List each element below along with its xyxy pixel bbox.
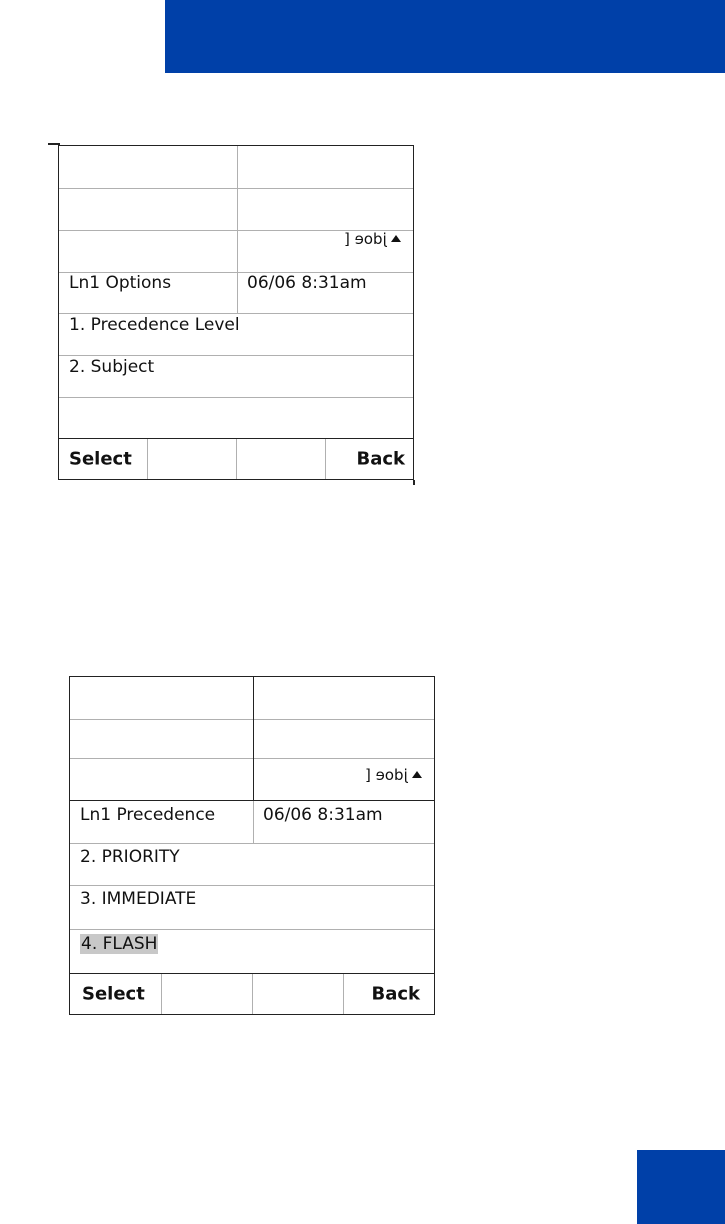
softkey-2[interactable] (162, 974, 253, 1014)
softkey-label: Select (82, 983, 145, 1005)
softkey-2[interactable] (148, 439, 237, 479)
scroll-up-icon (412, 771, 422, 778)
softkey-label: Back (371, 983, 420, 1005)
column-divider (253, 677, 254, 801)
user-label (344, 230, 401, 248)
menu-item-subject[interactable]: 2. Subject (69, 357, 155, 377)
softkey-back[interactable] (326, 439, 415, 479)
selected-highlight: 4. FLASH (81, 934, 158, 954)
user-name: jdoe [ (344, 230, 387, 248)
softkey-select[interactable] (70, 974, 162, 1014)
header-row (70, 720, 434, 759)
user-name: jdoe [ (365, 766, 408, 784)
header-bar (165, 0, 725, 73)
page-tab-block (637, 1150, 725, 1224)
softkey-back[interactable] (344, 974, 436, 1014)
softkey-3[interactable] (253, 974, 344, 1014)
header-row (59, 146, 413, 189)
crop-mark (413, 480, 415, 485)
menu-item-precedence-level[interactable]: 1. Precedence Level (69, 315, 240, 335)
user-label (365, 766, 422, 784)
menu-item-priority[interactable]: 2. PRIORITY (80, 847, 180, 867)
header-row (59, 189, 413, 231)
phone-screen-options (58, 145, 414, 480)
date-time: 06/06 8:31am (263, 805, 383, 825)
softkey-select[interactable] (59, 439, 148, 479)
header-row (70, 677, 434, 720)
softkey-label: Back (356, 448, 405, 470)
list-item-empty (59, 398, 413, 440)
softkey-bar (70, 973, 434, 1014)
scroll-up-icon (391, 235, 401, 242)
softkey-3[interactable] (237, 439, 326, 479)
softkey-bar (59, 438, 413, 479)
softkey-label: Select (69, 448, 132, 470)
screen-title: Ln1 Options (69, 273, 172, 293)
date-time: 06/06 8:31am (247, 273, 367, 293)
menu-item-immediate[interactable]: 3. IMMEDIATE (80, 889, 197, 909)
menu-item-flash[interactable] (80, 934, 158, 954)
screen-title: Ln1 Precedence (80, 805, 216, 825)
phone-screen-precedence (69, 676, 435, 1015)
